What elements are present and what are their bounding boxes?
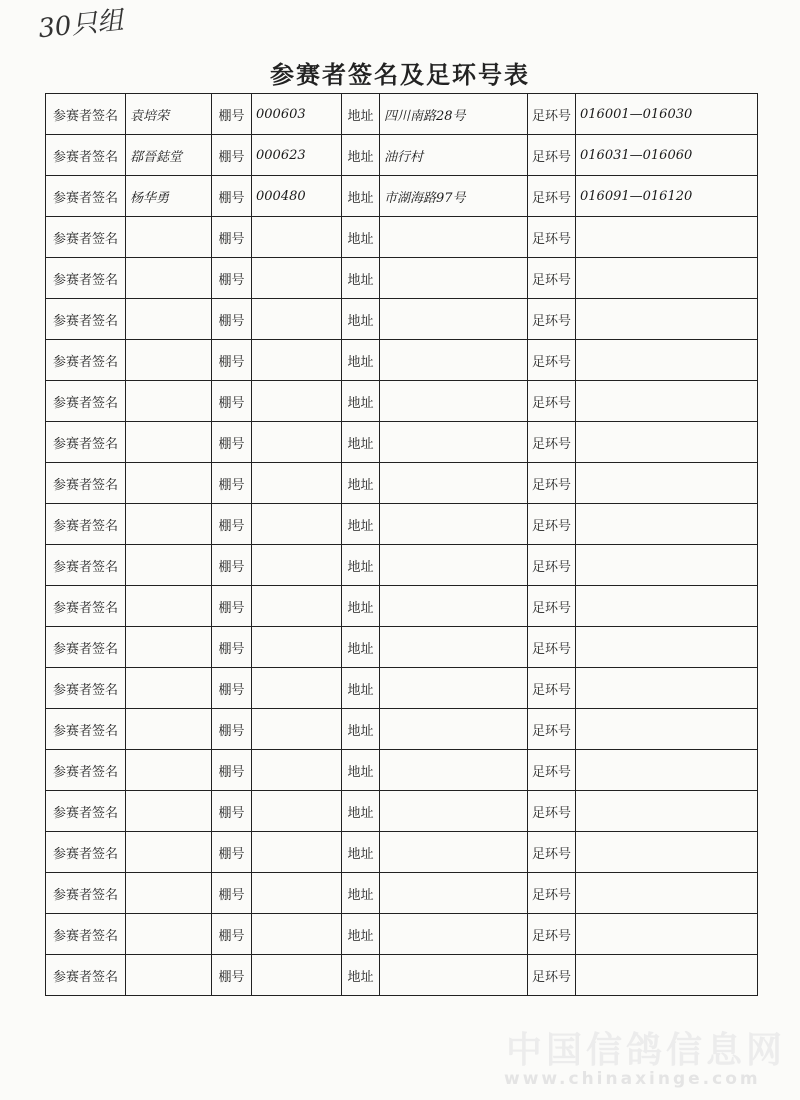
signature-value <box>126 422 212 463</box>
address-label: 地址 <box>342 217 380 258</box>
signature-value <box>126 381 212 422</box>
signature-value <box>126 258 212 299</box>
shed-label: 棚号 <box>212 791 252 832</box>
table-row <box>46 340 758 381</box>
ring-label: 足环号 <box>528 791 576 832</box>
signature-value <box>126 545 212 586</box>
signature-label: 参赛者签名 <box>46 340 126 381</box>
address-value <box>380 955 528 996</box>
table-row <box>46 545 758 586</box>
shed-label: 棚号 <box>212 832 252 873</box>
table-row <box>46 668 758 709</box>
address-label: 地址 <box>342 258 380 299</box>
ring-label: 足环号 <box>528 422 576 463</box>
address-label: 地址 <box>342 135 380 176</box>
ring-label: 足环号 <box>528 709 576 750</box>
address-value <box>380 545 528 586</box>
address-value <box>380 709 528 750</box>
signature-value <box>126 873 212 914</box>
shed-value <box>252 504 342 545</box>
signature-value <box>126 627 212 668</box>
signature-label: 参赛者签名 <box>46 135 126 176</box>
address-value <box>380 258 528 299</box>
address-value <box>380 832 528 873</box>
table-row <box>46 914 758 955</box>
shed-label: 棚号 <box>212 299 252 340</box>
address-label: 地址 <box>342 873 380 914</box>
address-label: 地址 <box>342 709 380 750</box>
address-value <box>380 381 528 422</box>
signature-value <box>126 299 212 340</box>
address-value <box>380 463 528 504</box>
ring-label: 足环号 <box>528 217 576 258</box>
address-label: 地址 <box>342 463 380 504</box>
table-row <box>46 627 758 668</box>
signature-label: 参赛者签名 <box>46 873 126 914</box>
shed-value <box>252 545 342 586</box>
ring-value <box>576 422 758 463</box>
address-label: 地址 <box>342 627 380 668</box>
address-value: 市湖海路97号 <box>380 176 528 217</box>
shed-value: 000623 <box>252 135 342 176</box>
shed-value <box>252 914 342 955</box>
address-label: 地址 <box>342 750 380 791</box>
signature-label: 参赛者签名 <box>46 832 126 873</box>
shed-value <box>252 750 342 791</box>
shed-value <box>252 955 342 996</box>
shed-label: 棚号 <box>212 545 252 586</box>
ring-label: 足环号 <box>528 586 576 627</box>
shed-label: 棚号 <box>212 135 252 176</box>
shed-label: 棚号 <box>212 176 252 217</box>
shed-value <box>252 709 342 750</box>
shed-value <box>252 340 342 381</box>
address-label: 地址 <box>342 545 380 586</box>
address-label: 地址 <box>342 504 380 545</box>
address-label: 地址 <box>342 340 380 381</box>
shed-label: 棚号 <box>212 586 252 627</box>
ring-label: 足环号 <box>528 135 576 176</box>
ring-label: 足环号 <box>528 381 576 422</box>
address-value <box>380 627 528 668</box>
ring-label: 足环号 <box>528 94 576 135</box>
shed-label: 棚号 <box>212 504 252 545</box>
table-row <box>46 258 758 299</box>
signature-value <box>126 832 212 873</box>
table-row <box>46 750 758 791</box>
table-row <box>46 217 758 258</box>
ring-value <box>576 791 758 832</box>
signature-label: 参赛者签名 <box>46 422 126 463</box>
shed-value <box>252 832 342 873</box>
address-label: 地址 <box>342 668 380 709</box>
shed-value: 000480 <box>252 176 342 217</box>
signature-table <box>45 93 758 996</box>
address-value <box>380 791 528 832</box>
ring-value <box>576 914 758 955</box>
signature-value: 鄀晉鋕堂 <box>126 135 212 176</box>
table-row <box>46 709 758 750</box>
shed-label: 棚号 <box>212 627 252 668</box>
handwritten-group-note: 30只组 <box>36 5 125 45</box>
ring-value <box>576 709 758 750</box>
shed-label: 棚号 <box>212 668 252 709</box>
address-label: 地址 <box>342 381 380 422</box>
shed-value <box>252 422 342 463</box>
address-label: 地址 <box>342 914 380 955</box>
address-label: 地址 <box>342 955 380 996</box>
signature-label: 参赛者签名 <box>46 217 126 258</box>
table-row <box>46 299 758 340</box>
signature-label: 参赛者签名 <box>46 463 126 504</box>
ring-value <box>576 258 758 299</box>
shed-value <box>252 299 342 340</box>
signature-label: 参赛者签名 <box>46 914 126 955</box>
ring-value <box>576 545 758 586</box>
table-row <box>46 832 758 873</box>
signature-label: 参赛者签名 <box>46 258 126 299</box>
shed-label: 棚号 <box>212 709 252 750</box>
signature-label: 参赛者签名 <box>46 709 126 750</box>
signature-label: 参赛者签名 <box>46 545 126 586</box>
table-row <box>46 791 758 832</box>
address-value: 四川南路28号 <box>380 94 528 135</box>
signature-label: 参赛者签名 <box>46 750 126 791</box>
address-value <box>380 504 528 545</box>
table-row <box>46 955 758 996</box>
ring-label: 足环号 <box>528 627 576 668</box>
signature-value <box>126 955 212 996</box>
address-label: 地址 <box>342 176 380 217</box>
address-label: 地址 <box>342 791 380 832</box>
signature-label: 参赛者签名 <box>46 176 126 217</box>
ring-value <box>576 586 758 627</box>
ring-value <box>576 340 758 381</box>
signature-value <box>126 914 212 955</box>
signature-label: 参赛者签名 <box>46 791 126 832</box>
table-row <box>46 873 758 914</box>
ring-value: 016091—016120 <box>576 176 758 217</box>
signature-value <box>126 504 212 545</box>
signature-value <box>126 668 212 709</box>
table-row <box>46 381 758 422</box>
ring-value: 016031—016060 <box>576 135 758 176</box>
page-title: 参赛者签名及足环号表 <box>270 61 530 89</box>
table-row <box>46 463 758 504</box>
shed-value: 000603 <box>252 94 342 135</box>
shed-value <box>252 463 342 504</box>
ring-value <box>576 217 758 258</box>
address-value <box>380 750 528 791</box>
address-label: 地址 <box>342 586 380 627</box>
signature-value <box>126 463 212 504</box>
watermark-url: www.chinaxinge.com <box>504 1069 761 1089</box>
shed-label: 棚号 <box>212 258 252 299</box>
ring-label: 足环号 <box>528 873 576 914</box>
signature-value <box>126 791 212 832</box>
shed-value <box>252 258 342 299</box>
signature-value <box>126 586 212 627</box>
ring-label: 足环号 <box>528 750 576 791</box>
shed-value <box>252 586 342 627</box>
table-row <box>46 135 758 176</box>
shed-label: 棚号 <box>212 873 252 914</box>
ring-value <box>576 463 758 504</box>
signature-label: 参赛者签名 <box>46 504 126 545</box>
shed-value <box>252 668 342 709</box>
address-value: 油行村 <box>380 135 528 176</box>
ring-label: 足环号 <box>528 545 576 586</box>
address-label: 地址 <box>342 299 380 340</box>
shed-label: 棚号 <box>212 955 252 996</box>
signature-label: 参赛者签名 <box>46 668 126 709</box>
table-row <box>46 586 758 627</box>
shed-label: 棚号 <box>212 914 252 955</box>
signature-label: 参赛者签名 <box>46 627 126 668</box>
address-value <box>380 299 528 340</box>
ring-value <box>576 381 758 422</box>
signature-value <box>126 709 212 750</box>
address-value <box>380 422 528 463</box>
shed-label: 棚号 <box>212 381 252 422</box>
ring-label: 足环号 <box>528 668 576 709</box>
shed-value <box>252 217 342 258</box>
signature-value: 杨华勇 <box>126 176 212 217</box>
address-label: 地址 <box>342 422 380 463</box>
shed-value <box>252 381 342 422</box>
table-row <box>46 504 758 545</box>
signature-label: 参赛者签名 <box>46 94 126 135</box>
address-value <box>380 914 528 955</box>
address-label: 地址 <box>342 832 380 873</box>
shed-label: 棚号 <box>212 94 252 135</box>
signature-label: 参赛者签名 <box>46 381 126 422</box>
ring-label: 足环号 <box>528 258 576 299</box>
ring-label: 足环号 <box>528 176 576 217</box>
shed-label: 棚号 <box>212 463 252 504</box>
shed-value <box>252 873 342 914</box>
ring-label: 足环号 <box>528 914 576 955</box>
signature-label: 参赛者签名 <box>46 955 126 996</box>
signature-label: 参赛者签名 <box>46 299 126 340</box>
ring-value: 016001—016030 <box>576 94 758 135</box>
shed-label: 棚号 <box>212 422 252 463</box>
address-value <box>380 340 528 381</box>
shed-value <box>252 627 342 668</box>
ring-label: 足环号 <box>528 955 576 996</box>
signature-value: 袁培荣 <box>126 94 212 135</box>
shed-label: 棚号 <box>212 340 252 381</box>
ring-value <box>576 832 758 873</box>
signature-value <box>126 340 212 381</box>
ring-value <box>576 668 758 709</box>
address-value <box>380 873 528 914</box>
ring-label: 足环号 <box>528 832 576 873</box>
signature-value <box>126 217 212 258</box>
signature-value <box>126 750 212 791</box>
table-row <box>46 422 758 463</box>
shed-label: 棚号 <box>212 750 252 791</box>
table-row <box>46 94 758 135</box>
watermark-text: 中国信鸽信息网 <box>506 1030 787 1071</box>
ring-label: 足环号 <box>528 340 576 381</box>
ring-value <box>576 627 758 668</box>
ring-value <box>576 504 758 545</box>
ring-value <box>576 955 758 996</box>
address-label: 地址 <box>342 94 380 135</box>
ring-value <box>576 299 758 340</box>
ring-value <box>576 750 758 791</box>
address-value <box>380 586 528 627</box>
address-value <box>380 217 528 258</box>
ring-label: 足环号 <box>528 504 576 545</box>
ring-label: 足环号 <box>528 299 576 340</box>
shed-label: 棚号 <box>212 217 252 258</box>
shed-value <box>252 791 342 832</box>
signature-label: 参赛者签名 <box>46 586 126 627</box>
ring-value <box>576 873 758 914</box>
table-row <box>46 176 758 217</box>
ring-label: 足环号 <box>528 463 576 504</box>
address-value <box>380 668 528 709</box>
